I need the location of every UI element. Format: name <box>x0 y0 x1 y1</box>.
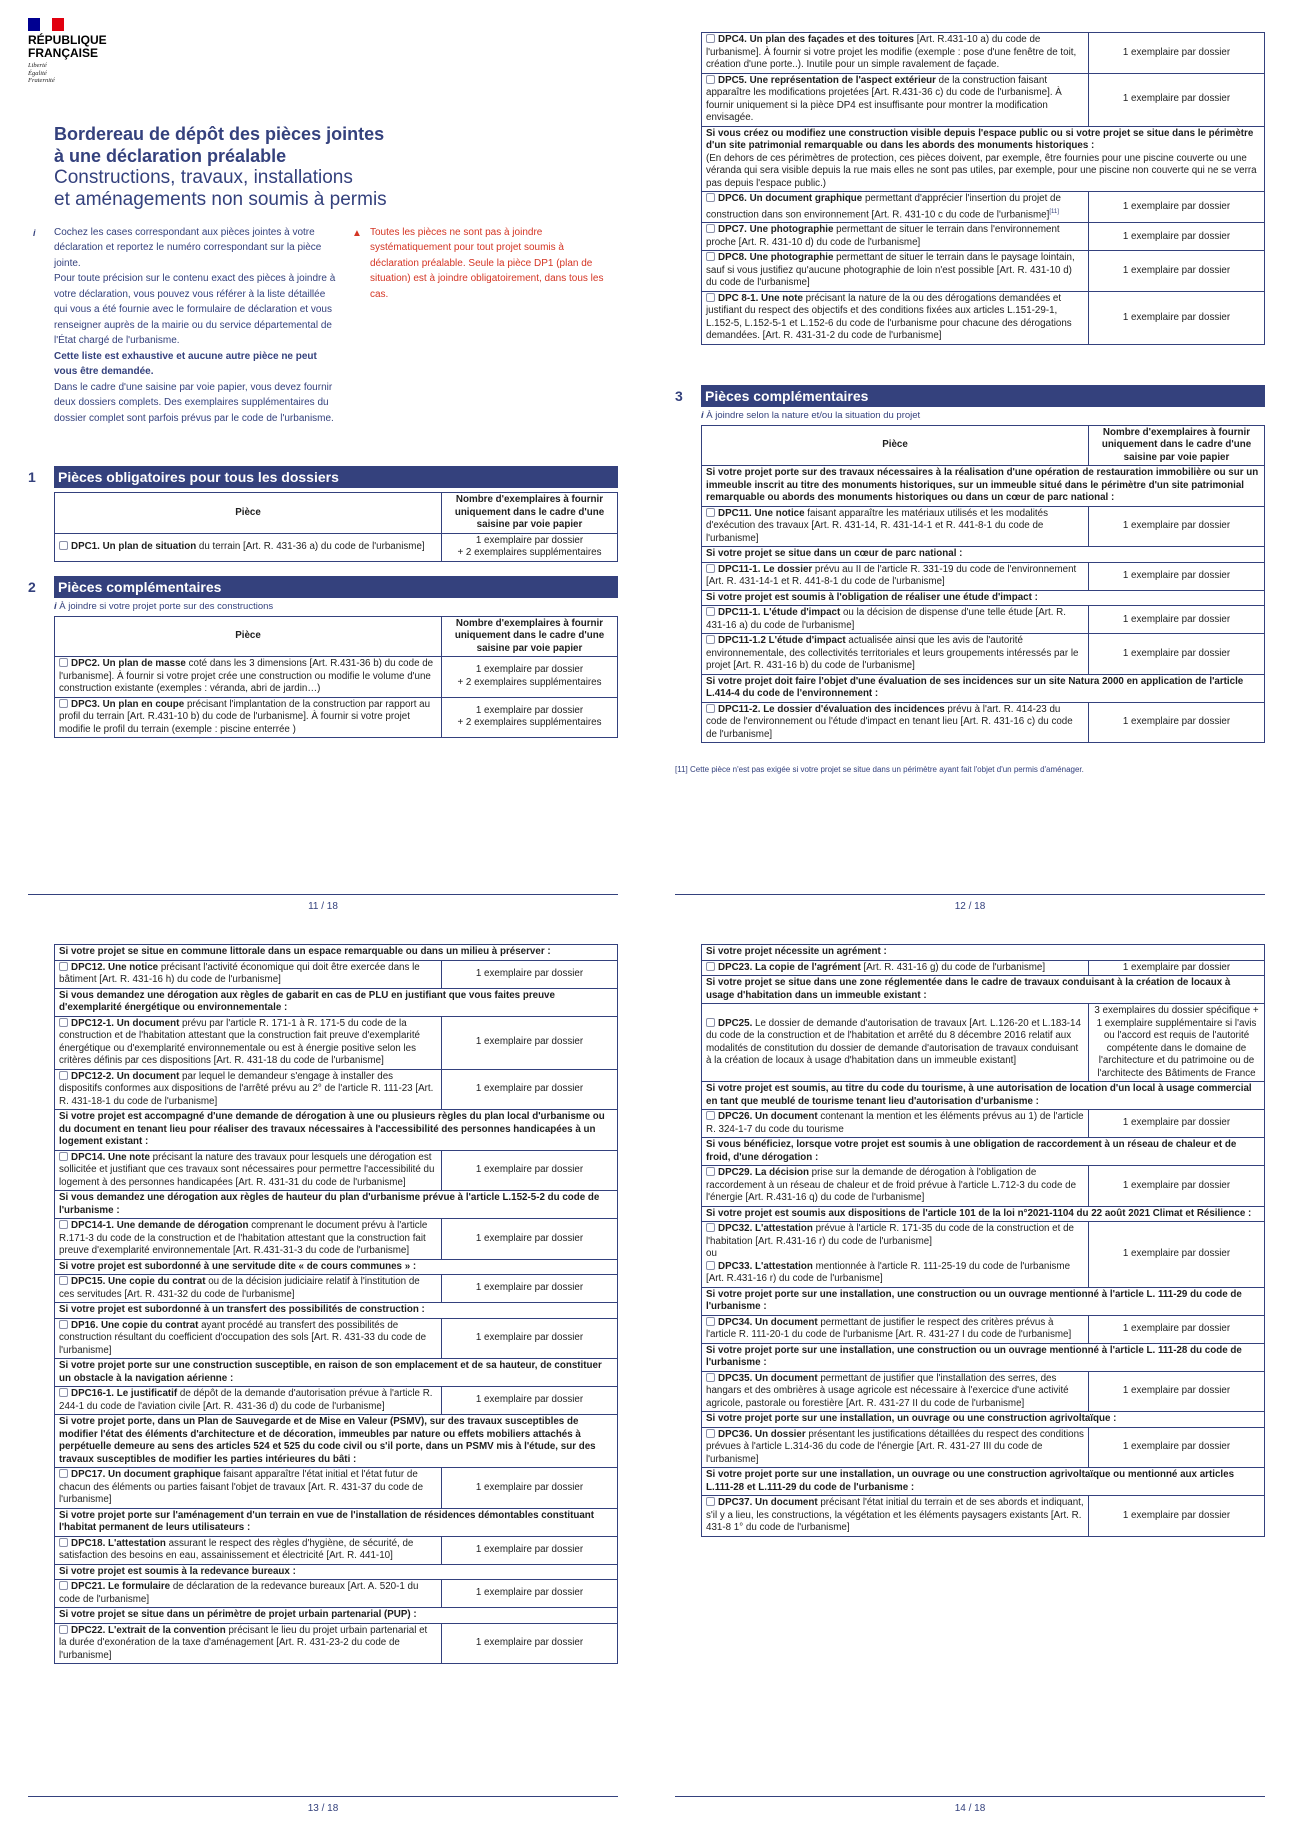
checkbox[interactable] <box>706 193 715 202</box>
condition-row: Si votre projet est soumis à la redevance bureaux : <box>55 1564 618 1580</box>
warning-icon: ▲ <box>352 227 362 239</box>
table-row: DPC12-2. Un document par lequel le demandeur s'engage à installer des dispositifs conformes aux dispositions de l'arrêté prévu au 2° de l'article R. 111-23 [Art. R. 431-18-1 du code de l'urbanisme] 1 exemplaire par dossier <box>55 1069 618 1110</box>
table-row: DPC34. Un document permettant de justifier le respect des critères prévus à l'article R. 111-20-1 du code de l'urbanisme [Art. R. 431-27 I du code de l'urbanisme] 1 exemplaire par dossier <box>702 1315 1265 1343</box>
checkbox[interactable] <box>706 1497 715 1506</box>
warning-text: Toutes les pièces ne sont pas à joindre systématiquement pour tout projet soumis à déclaration préalable. Seule la pièce DP1 (plan de situation) est à joindre obligatoirement, dans tous les cas. <box>370 226 604 300</box>
table-row: DPC3. Un plan en coupe précisant l'implantation de la construction par rapport au profil du terrain [Art. R.431-10 b) du code de l'urbanisme]. À fournir si votre projet modifie le profil du terrain (exemple : piscine enterrée ) 1 exemplaire par dossier + 2 exemplaires supplémentaires <box>55 697 618 738</box>
condition-row: Si votre projet est subordonné à une servitude dite « de cours communes » : <box>55 1259 618 1275</box>
checkbox[interactable] <box>706 962 715 971</box>
checkbox[interactable] <box>59 1469 68 1478</box>
section-3-header: 3 Pièces complémentaires <box>675 385 1265 407</box>
page-11: RÉPUBLIQUE FRANÇAISE Liberté Égalité Fraternité Bordereau de dépôt des pièces jointes à une déclaration préalable Constructions, travaux, installations et aménagements non soumis à permis i Cochez les cases correspondant aux pièces jointes à votre déclaration et reportez le numéro correspondant sur la pièce jointe. Pour toute précision sur le contenu exact des pièces à joindre à votre déclaration, vous pouvez vous référer à la liste détaillée qui vous a été fournie avec le formulaire de déclaration et vous renseigner auprès de la mairie ou du service départemental de l'État chargé de l'urbanisme. Cette liste est exhaustive et aucune autre pièce ne peut vous être demandée. Dans le cadre d'une saisine par voie papier, vous devez fournir deux dossiers complets. Des exemplaires supplémentaires du dossier complet sont parfois prévus par le code de l'urbanisme. ▲ Toutes les pièces ne sont pas à joindre systématiquement pour tout projet soumis à déclaration préalable. Seule la pièce DP1 (plan de situation) est à joindre obligatoirement, dans tous les cas. 1 Pièces obligatoires pour tous les dossiers Pièce Nombre d'exemplaires à fournir uniquement dans le cadre d'une saisine par voie papier DPC1. Un plan de situation du terrain [Art. R. 431-36 a) du code de l'urbanisme] 1 exemplaire par dossier + 2 exemplaires supplémentaires 2 Pièces complémentaires i À joindre si votre projet porte sur des constructions Pièce Nombre d'exemplaires à fournir uniquement dans le cadre d'une saisine par voie papier DPC2. Un plan de masse coté dans les 3 dimensions [Art. R.431-36 b) du code de l'urbanisme]. À fournir si votre projet crée une construction ou modifie le volume d'une construction existante (exemples : véranda, abri de jardin…) 1 exemplaire par dossier + 2 exemplaires supplémentaires DPC3. Un plan en coupe précisant l'implantation de la construction par rapport au profil du terrain [Art. R.431-10 b) du code de l'urbanisme]. À fournir si votre projet modifie le profil du terrain (exemple : piscine enterrée ) 1 exemplaire par dossier + 2 exemplaires supplémentaires 11 / 18 <box>28 18 618 918</box>
republique-francaise-logo: RÉPUBLIQUE FRANÇAISE <box>28 33 107 60</box>
checkbox[interactable] <box>59 1320 68 1329</box>
page-number: 14 / 18 <box>675 1796 1265 1814</box>
table-row: DPC14. Une note précisant la nature des travaux pour lesquels une dérogation est sollicitée et justifiant que ces travaux sont nécessaires pour permettre l'accessibilité du logement à des personnes handicapées [Art. R. 431-31 du code de l'urbanisme] 1 exemplaire par dossier <box>55 1150 618 1191</box>
intro-text-2: Pour toute précision sur le contenu exact des pièces à joindre à votre déclaration, vous pouvez vous référer à la liste détaillée qui vous a été fournie avec le formulaire de déclaration et vous renseigner auprès de la mairie ou du service départemental de l'État chargé de l'urbanisme. <box>54 273 336 346</box>
condition-row: Si vous créez ou modifiez une construction visible depuis l'espace public ou si votre projet se situe dans le périmètre d'un site patrimonial remarquable ou dans les abords des monuments historiques : (En dehors de ces périmètres de protection, ces pièces doivent, par exemple, être fournies pour une piscine couverte ou une véranda qui sera visible depuis la rue mais elles ne sont pas utiles, par exemple, pour une piscine non couverte qui ne se verra pas depuis l'espace public.) <box>702 126 1265 192</box>
table-row: DPC4. Un plan des façades et des toitures [Art. R.431-10 a) du code de l'urbanisme]. À fournir si votre projet les modifie (exemple : pose d'une fenêtre de toit, création d'une porte..). Inutile pour un simple ravalement de façade. 1 exemplaire par dossier <box>702 33 1265 74</box>
intro-text-4: Dans le cadre d'une saisine par voie papier, vous devez fournir deux dossiers complets. Des exemplaires supplémentaires du dossier complet sont parfois prévus par le code de l'urbanisme. <box>54 381 334 424</box>
french-flag-icon <box>28 18 64 31</box>
condition-row: Si votre projet est soumis à l'obligation de réaliser une étude d'impact : <box>702 590 1265 606</box>
table-row: DPC8. Une photographie permettant de situer le terrain dans le paysage lointain, sauf si vous justifiez qu'aucune photographie de loin n'est possible [Art. R. 431-10 d) du code de l'urbanisme] 1 exemplaire par dossier <box>702 251 1265 292</box>
section-3-table: Pièce Nombre d'exemplaires à fournir uniquement dans le cadre d'une saisine par voie papier Si votre projet porte sur des travaux nécessaires à la réalisation d'une opération de restauration immobilière ou sur un immeuble inscrit au titre des monuments historiques, sur un immeuble situé dans le périmètre d'un site patrimonial remarquable ou abords des monuments historiques ou dans un cœur de parc national : DPC11. Une notice faisant apparaître les matériaux utilisés et les modalités d'exécution des travaux [Art. R. 431-14, R. 431-14-1 et R. 441-8-1 du code de l'urbanisme] 1 exemplaire par dossier Si votre projet se situe dans un cœur de parc national : DPC11-1. Le dossier prévu au II de l'article R. 331-19 du code de l'environnement [Art. R. 431-14-1 et R. 441-8-1 du code de l'urbanisme] 1 exemplaire par dossier Si votre projet est soumis à l'obligation de réaliser une étude d'impact : DPC11-1. L'étude d'impact ou la décision de dispense d'une telle étude [Art. R. 431-16 a) du code de l'urbanisme] 1 exemplaire par dossier DPC11-1.2 L'étude d'impact actualisée ainsi que les avis de l'autorité environnementale, des collectivités territoriales et leurs groupements intéressés par le projet [Art. R. 431-16 b) du code de l'urbanisme] 1 exemplaire par dossier Si votre projet doit faire l'objet d'une évaluation de ses incidences sur un site Natura 2000 en application de l'article L.414-4 du code de l'environnement : DPC11-2. Le dossier d'évaluation des incidences prévu à l'art. R. 414-23 du code de l'environnement ou l'étude d'impact en tenant lieu [Art. R. 431-16 c) du code de l'urbanisme] 1 exemplaire par dossier <box>701 425 1265 744</box>
checkbox[interactable] <box>706 564 715 573</box>
section-1-table: Pièce Nombre d'exemplaires à fournir uniquement dans le cadre d'une saisine par voie papier DPC1. Un plan de situation du terrain [Art. R. 431-36 a) du code de l'urbanisme] 1 exemplaire par dossier + 2 exemplaires supplémentaires <box>54 492 618 562</box>
condition-row: Si votre projet nécessite un agrément : <box>702 945 1265 961</box>
table-row: DPC14-1. Une demande de dérogation comprenant le document prévu à l'article R.171-3 du code de la construction et de l'habitation attestant que la construction fait preuve d'exemplarité environnementale [Art. R.431-31-3 du code de l'urbanisme] 1 exemplaire par dossier <box>55 1219 618 1260</box>
table-row: DPC12. Une notice précisant l'activité économique qui doit être exercée dans le bâtiment [Art. R. 431-16 h) du code de l'urbanisme] 1 exemplaire par dossier <box>55 960 618 988</box>
table-row: DPC11-1. L'étude d'impact ou la décision de dispense d'une telle étude [Art. R. 431-16 a) du code de l'urbanisme] 1 exemplaire par dossier <box>702 606 1265 634</box>
table-row: DPC29. La décision prise sur la demande de dérogation à l'obligation de raccordement à un réseau de chaleur et de froid prévue à l'article L.712-3 du code de l'énergie [Art. R.431-16 q) du code de l'urbanisme] 1 exemplaire par dossier <box>702 1166 1265 1207</box>
checkbox[interactable] <box>59 699 68 708</box>
table-row: DPC32. L'attestation prévue à l'article R. 171-35 du code de la construction et de l'habitation [Art. R.431-16 r) du code de l'urbanisme] ou DPC33. L'attestation mentionnée à l'article R. 111-25-19 du code de l'urbanisme [Art. R.431-16 r) du code de l'urbanisme] 1 exemplaire par dossier <box>702 1222 1265 1288</box>
table-row: DPC21. Le formulaire de déclaration de la redevance bureaux [Art. A. 520-1 du code de l'urbanisme] 1 exemplaire par dossier <box>55 1580 618 1608</box>
condition-row: Si vous bénéficiez, lorsque votre projet est soumis à une obligation de raccordement à un réseau de chaleur et de froid, d'une dérogation : <box>702 1138 1265 1166</box>
section-2-table-continued <box>701 32 1265 345</box>
condition-row: Si votre projet est soumis, au titre du code du tourisme, à une autorisation de location d'un local à usage commercial en tant que meublé de tourisme tenant lieu d'autorisation d'urbanisme : <box>702 1082 1265 1110</box>
page-number: 13 / 18 <box>28 1796 618 1814</box>
table-row: DPC7. Une photographie permettant de situer le terrain dans l'environnement proche [Art. R. 431-10 d) du code de l'urbanisme] 1 exemplaire par dossier <box>702 223 1265 251</box>
intro-section <box>28 225 618 427</box>
motto: Liberté Égalité Fraternité <box>28 62 55 84</box>
checkbox[interactable] <box>706 1223 715 1232</box>
condition-row: Si votre projet porte sur une installation, une construction ou un ouvrage mentionné à l'article L. 111-28 du code de l'urbanisme : <box>702 1343 1265 1371</box>
page-13 <box>28 940 618 1820</box>
condition-row: Si votre projet doit faire l'objet d'une évaluation de ses incidences sur un site Natura 2000 en application de l'article L.414-4 du code de l'environnement : <box>702 674 1265 702</box>
table-row: DPC16-1. Le justificatif de dépôt de la demande d'autorisation prévue à l'article R. 244-1 du code de l'aviation civile [Art. R. 431-36 d) du code de l'urbanisme] 1 exemplaire par dossier <box>55 1387 618 1415</box>
checkbox[interactable] <box>59 1018 68 1027</box>
checkbox[interactable] <box>59 541 68 550</box>
table-row: DPC6. Un document graphique permettant d'apprécier l'insertion du projet de construction dans son environnement [Art. R. 431-10 c du code de l'urbanisme][11] 1 exemplaire par dossier <box>702 192 1265 223</box>
checkbox[interactable] <box>59 1220 68 1229</box>
checkbox[interactable] <box>706 224 715 233</box>
checkbox[interactable] <box>706 75 715 84</box>
table-row: DPC22. L'extrait de la convention précisant le lieu du projet urbain partenarial et la durée d'exonération de la taxe d'aménagement [Art. R. 431-23-2 du code de l'urbanisme] 1 exemplaire par dossier <box>55 1623 618 1664</box>
table-row: DPC37. Un document précisant l'état initial du terrain et de ses abords et indiquant, s'il y a lieu, les constructions, la végétation et les éléments paysagers existants [Art. R. 431-8 1° du code de l'urbanisme] 1 exemplaire par dossier <box>702 1496 1265 1537</box>
table-row: DPC12-1. Un document prévu par l'article R. 171-1 à R. 171-5 du code de la construction et de l'habitation attestant que la construction fait preuve d'exemplarité énergétique ou d'exemplarité environnementale ou est à énergie positive selon les critères définis par ces dispositions [Art. R. 431-18 du code de l'urbanisme] 1 exemplaire par dossier <box>55 1016 618 1069</box>
table-row: DPC11-1.2 L'étude d'impact actualisée ainsi que les avis de l'autorité environnementale, des collectivités territoriales et leurs groupements intéressés par le projet [Art. R. 431-16 b) du code de l'urbanisme] 1 exemplaire par dossier <box>702 634 1265 675</box>
table-row: DPC18. L'attestation assurant le respect des règles d'hygiène, de sécurité, de satisfaction des besoins en eau, assainissement et électricité [Art. R. 441-10] 1 exemplaire par dossier <box>55 1536 618 1564</box>
checkbox[interactable] <box>706 508 715 517</box>
info-icon: i <box>33 227 36 238</box>
condition-row: Si votre projet se situe en commune littorale dans un espace remarquable ou dans un milieu à préserver : <box>55 945 618 961</box>
table-row: DPC1. Un plan de situation du terrain [Art. R. 431-36 a) du code de l'urbanisme] 1 exemplaire par dossier + 2 exemplaires supplémentaires <box>55 533 618 561</box>
condition-row: Si votre projet se situe dans un cœur de parc national : <box>702 547 1265 563</box>
table-row: DPC11-1. Le dossier prévu au II de l'article R. 331-19 du code de l'environnement [Art. R. 431-14-1 et R. 441-8-1 du code de l'urbanisme] 1 exemplaire par dossier <box>702 562 1265 590</box>
condition-row: Si votre projet est accompagné d'une demande de dérogation à une ou plusieurs règles du plan local d'urbanisme ou du document en tenant lieu pour réaliser des travaux nécessaires à l'accessibilité des personnes handicapées à un logement existant : <box>55 1110 618 1151</box>
page-subtitle: Constructions, travaux, installations et aménagements non soumis à permis <box>54 166 387 210</box>
condition-row: Si votre projet est subordonné à un transfert des possibilités de construction : <box>55 1303 618 1319</box>
checkbox[interactable] <box>59 1625 68 1634</box>
checkbox[interactable] <box>59 1276 68 1285</box>
checkbox[interactable] <box>706 34 715 43</box>
page-number: 11 / 18 <box>28 894 618 912</box>
page-number: 12 / 18 <box>675 894 1265 912</box>
checkbox[interactable] <box>59 658 68 667</box>
table-row: DPC11-2. Le dossier d'évaluation des incidences prévu à l'art. R. 414-23 du code de l'environnement ou l'étude d'impact en tenant lieu [Art. R. 431-16 c) du code de l'urbanisme] 1 exemplaire par dossier <box>702 702 1265 743</box>
checkbox[interactable] <box>59 1071 68 1080</box>
checkbox[interactable] <box>706 1167 715 1176</box>
condition-row: Si votre projet se situe dans une zone réglementée dans le cadre de travaux conduisant à la création de locaux à usage d'habitation dans un immeuble existant : <box>702 976 1265 1004</box>
page-title: Bordereau de dépôt des pièces jointes à une déclaration préalable <box>54 123 385 166</box>
checkbox[interactable] <box>59 962 68 971</box>
section-1-header: 1 Pièces obligatoires pour tous les dossiers <box>28 466 618 488</box>
checkbox[interactable] <box>706 1111 715 1120</box>
table-row: DP16. Une copie du contrat ayant procédé au transfert des possibilités de construction résultant du coefficient d'occupation des sols [Art. R. 431-33 du code de l'urbanisme] 1 exemplaire par dossier <box>55 1318 618 1359</box>
section-2-table: Pièce Nombre d'exemplaires à fournir uniquement dans le cadre d'une saisine par voie papier DPC2. Un plan de masse coté dans les 3 dimensions [Art. R.431-36 b) du code de l'urbanisme]. À fournir si votre projet crée une construction ou modifie le volume d'une construction existante (exemples : véranda, abri de jardin…) 1 exemplaire par dossier + 2 exemplaires supplémentaires DPC3. Un plan en coupe précisant l'implantation de la construction par rapport au profil du terrain [Art. R.431-10 b) du code de l'urbanisme]. À fournir si votre projet modifie le profil du terrain (exemple : piscine enterrée ) 1 exemplaire par dossier + 2 exemplaires supplémentaires <box>54 616 618 739</box>
checkbox[interactable] <box>706 1261 715 1270</box>
condition-row: Si votre projet est soumis aux dispositions de l'article 101 de la loi n°2021-1104 du 22 août 2021 Climat et Résilience : <box>702 1206 1265 1222</box>
footnote: [11] Cette pièce n'est pas exigée si votre projet se situe dans un périmètre ayant fait l'objet d'un permis d'aménager. <box>675 765 1084 775</box>
checkbox[interactable] <box>706 1373 715 1382</box>
checkbox[interactable] <box>706 252 715 261</box>
checkbox[interactable] <box>59 1388 68 1397</box>
section-3-table-continued <box>701 944 1265 1537</box>
condition-row: Si votre projet porte sur une installation, une construction ou un ouvrage mentionné à l'article L. 111-29 du code de l'urbanisme : <box>702 1287 1265 1315</box>
checkbox[interactable] <box>706 607 715 616</box>
table-row: DPC35. Un document permettant de justifier que l'installation des serres, des hangars et des ombrières à usage agricole est nécessaire à l'exercice d'une activité agricole, pastorale ou forestière [Art. R. 431-27 II du code de l'urbanisme] 1 exemplaire par dossier <box>702 1371 1265 1412</box>
section-3-table-continued <box>54 944 618 1664</box>
info-icon: i <box>701 409 704 421</box>
condition-row: Si votre projet porte sur une construction susceptible, en raison de son emplacement et de sa hauteur, de constituer un obstacle à la navigation aérienne : <box>55 1359 618 1387</box>
checkbox[interactable] <box>706 1429 715 1438</box>
checkbox[interactable] <box>706 1018 715 1027</box>
table-row: DPC11. Une notice faisant apparaître les matériaux utilisés et les modalités d'exécution des travaux [Art. R. 431-14, R. 431-14-1 et R. 441-8-1 du code de l'urbanisme] 1 exemplaire par dossier <box>702 506 1265 547</box>
condition-row: Si votre projet porte sur une installation, un ouvrage ou une construction agrivoltaïque ou mentionné aux articles L.111-28 et L.111-29 du code de l'urbanisme : <box>702 1468 1265 1496</box>
table-row: DPC36. Un dossier présentant les justifications détaillées du respect des conditions prévues à l'article L.314-36 du code de l'énergie [Art. R. 431-27 III du code de l'urbanisme] 1 exemplaire par dossier <box>702 1427 1265 1468</box>
table-row: DPC 8-1. Une note précisant la nature de la ou des dérogations demandées et justifiant du respect des objectifs et des conditions fixées aux articles L.151-29-1, L.152-5, L.152-5-1 et L.152-6 du code de l'urbanisme pour chacune des dérogations demandées. [Art. R. 431-31-2 du code de l'urbanisme] 1 exemplaire par dossier <box>702 291 1265 344</box>
condition-row: Si votre projet se situe dans un périmètre de projet urbain partenarial (PUP) : <box>55 1608 618 1624</box>
checkbox[interactable] <box>706 293 715 302</box>
checkbox[interactable] <box>59 1152 68 1161</box>
condition-row: Si votre projet porte sur l'aménagement d'un terrain en vue de l'installation de résidences démontables constituant l'habitat permanent de leurs utilisateurs : <box>55 1508 618 1536</box>
condition-row: Si vous demandez une dérogation aux règles de gabarit en cas de PLU en justifiant que vous faites preuve d'exemplarité énergétique ou environnementale : <box>55 988 618 1016</box>
table-row: DPC5. Une représentation de l'aspect extérieur de la construction faisant apparaître les modifications projetées [Art. R.431-36 c) du code de l'urbanisme]. À fournir uniquement si la pièce DP4 est insuffisante pour montrer la modification envisagée. 1 exemplaire par dossier <box>702 73 1265 126</box>
page-14 <box>675 940 1265 1820</box>
intro-text-3: Cette liste est exhaustive et aucune autre pièce ne peut vous être demandée. <box>54 350 317 377</box>
table-row: DPC26. Un document contenant la mention et les éléments prévus au 1) de l'article R. 324-1-7 du code du tourisme 1 exemplaire par dossier <box>702 1110 1265 1138</box>
checkbox[interactable] <box>706 1317 715 1326</box>
checkbox[interactable] <box>59 1581 68 1590</box>
section-2-header: 2 Pièces complémentaires <box>28 576 618 598</box>
table-row: DPC25. Le dossier de demande d'autorisation de travaux [Art. L.126-20 et L.183-14 du code de la construction et de l'habitation et arrêté du 8 décembre 2016 relatif aux modalités de constitution du dossier de demande d'autorisation de travaux conduisant à la création de locaux à usage d'habitation dans un immeuble existant] 3 exemplaires du dossier spécifique + 1 exemplaire supplémentaire si l'avis ou l'accord est requis de l'autorité compétente dans le domaine de l'architecture et du patrimoine ou de l'architecte des Bâtiments de France <box>702 1004 1265 1082</box>
condition-row: Si vous demandez une dérogation aux règles de hauteur du plan d'urbanisme prévue à l'article L.152-5-2 du code de l'urbanisme : <box>55 1191 618 1219</box>
info-icon: i <box>54 600 57 612</box>
condition-row: Si votre projet porte, dans un Plan de Sauvegarde et de Mise en Valeur (PSMV), sur des travaux susceptibles de modifier l'état des éléments d'architecture et de décoration, immeubles par nature ou effets mobiliers attachés à perpétuelle demeure au sens des articles 524 et 525 du code civil ou s'il porte, dans un PSMV mis à l'étude, sur des travaux susceptibles de modifier les parties intérieures du bâti : <box>55 1415 618 1468</box>
checkbox[interactable] <box>706 704 715 713</box>
table-row: DPC15. Une copie du contrat ou de la décision judiciaire relatif à l'institution de ces servitudes [Art. R. 431-32 du code de l'urbanisme] 1 exemplaire par dossier <box>55 1275 618 1303</box>
checkbox[interactable] <box>706 635 715 644</box>
condition-row: Si votre projet porte sur des travaux nécessaires à la réalisation d'une opération de restauration immobilière ou sur un immeuble inscrit au titre des monuments historiques, sur un immeuble situé dans le périmètre d'un site patrimonial remarquable ou abords des monuments historiques ou dans un cœur de parc national : <box>702 466 1265 507</box>
checkbox[interactable] <box>59 1538 68 1547</box>
intro-text-1: Cochez les cases correspondant aux pièces jointes à votre déclaration et reportez le numéro correspondant sur la pièce jointe. <box>54 226 322 269</box>
table-row: DPC2. Un plan de masse coté dans les 3 dimensions [Art. R.431-36 b) du code de l'urbanisme]. À fournir si votre projet crée une construction ou modifie le volume d'une construction existante (exemples : véranda, abri de jardin…) 1 exemplaire par dossier + 2 exemplaires supplémentaires <box>55 657 618 698</box>
condition-row: Si votre projet porte sur une installation, un ouvrage ou une construction agrivoltaïque : <box>702 1412 1265 1428</box>
page-12: DPC4. Un plan des façades et des toitures [Art. R.431-10 a) du code de l'urbanisme]. À fournir si votre projet les modifie (exemple : pose d'une fenêtre de toit, création d'une porte..). Inutile pour un simple ravalement de façade. 1 exemplaire par dossier DPC5. Une représentation de l'aspect extérieur de la construction faisant apparaître les modifications projetées [Art. R.431-36 c) du code de l'urbanisme]. À fournir uniquement si la pièce DP4 est insuffisante pour montrer la modification envisagée. 1 exemplaire par dossier Si vous créez ou modifiez une construction visible depuis l'espace public ou si votre projet se situe dans le périmètre d'un site patrimonial remarquable ou dans les abords des monuments historiques : (En dehors de ces périmètres de protection, ces pièces doivent, par exemple, être fournies pour une piscine couverte ou une véranda qui sera visible depuis la rue mais elles ne sont pas utiles, par exemple, pour une piscine non couverte qui ne se verra pas depuis l'espace public.) DPC6. Un document graphique permettant d'apprécier l'insertion du projet de construction dans son environnement [Art. R. 431-10 c du code de l'urbanisme][11] 1 exemplaire par dossier DPC7. Une photographie permettant de situer le terrain dans l'environnement proche [Art. R. 431-10 d) du code de l'urbanisme] 1 exemplaire par dossier DPC8. Une photographie permettant de situer le terrain dans le paysage lointain, sauf si vous justifiez qu'aucune photographie de loin n'est possible [Art. R. 431-10 d) du code de l'urbanisme] 1 exemplaire par dossier DPC 8-1. Une note précisant la nature de la ou des dérogations demandées et justifiant du respect des objectifs et des conditions fixées aux articles L.151-29-1, L.152-5, L.152-5-1 et L.152-6 du code de l'urbanisme pour chacune des dérogations demandées. [Art. R. 431-31-2 du code de l'urbanisme] 1 exemplaire par dossier 3 Pièces complémentaires i À joindre selon la nature et/ou la situation du projet Pièce Nombre d'exemplaires à fournir uniquement dans le cadre d'une saisine par voie papier Si votre projet porte sur des travaux nécessaires à la réalisation d'une opération de restauration immobilière ou sur un immeuble inscrit au titre des monuments historiques, sur un immeuble situé dans le périmètre d'un site patrimonial remarquable ou abords des monuments historiques ou dans un cœur de parc national : DPC11. Une notice faisant apparaître les matériaux utilisés et les modalités d'exécution des travaux [Art. R. 431-14, R. 431-14-1 et R. 441-8-1 du code de l'urbanisme] 1 exemplaire par dossier Si votre projet se situe dans un cœur de parc national : DPC11-1. Le dossier prévu au II de l'article R. 331-19 du code de l'environnement [Art. R. 431-14-1 et R. 441-8-1 du code de l'urbanisme] 1 exemplaire par dossier Si votre projet est soumis à l'obligation de réaliser une étude d'impact : DPC11-1. L'étude d'impact ou la décision de dispense d'une telle étude [Art. R. 431-16 a) du code de l'urbanisme] 1 exemplaire par dossier DPC11-1.2 L'étude d'impact actualisée ainsi que les avis de l'autorité environnementale, des collectivités territoriales et leurs groupements intéressés par le projet [Art. R. 431-16 b) du code de l'urbanisme] 1 exemplaire par dossier Si votre projet doit faire l'objet d'une évaluation de ses incidences sur un site Natura 2000 en application de l'article L.414-4 du code de l'environnement : DPC11-2. Le dossier d'évaluation des incidences prévu à l'art. R. 414-23 du code de l'environnement ou l'étude d'impact en tenant lieu [Art. R. 431-16 c) du code de l'urbanisme] 1 exemplaire par dossier [11] Cette pièce n'est pas exigée si votre projet se situe dans un périmètre ayant fait l'objet d'un permis d'aménager. 12 / 18 <box>675 18 1265 918</box>
table-row: DPC17. Un document graphique faisant apparaître l'état initial et l'état futur de chacun des éléments ou parties faisant l'objet de travaux [Art. R. 431-37 du code de l'urbanisme] 1 exemplaire par dossier <box>55 1468 618 1509</box>
table-row: DPC23. La copie de l'agrément [Art. R. 431-16 g) du code de l'urbanisme] 1 exemplaire par dossier <box>702 960 1265 976</box>
